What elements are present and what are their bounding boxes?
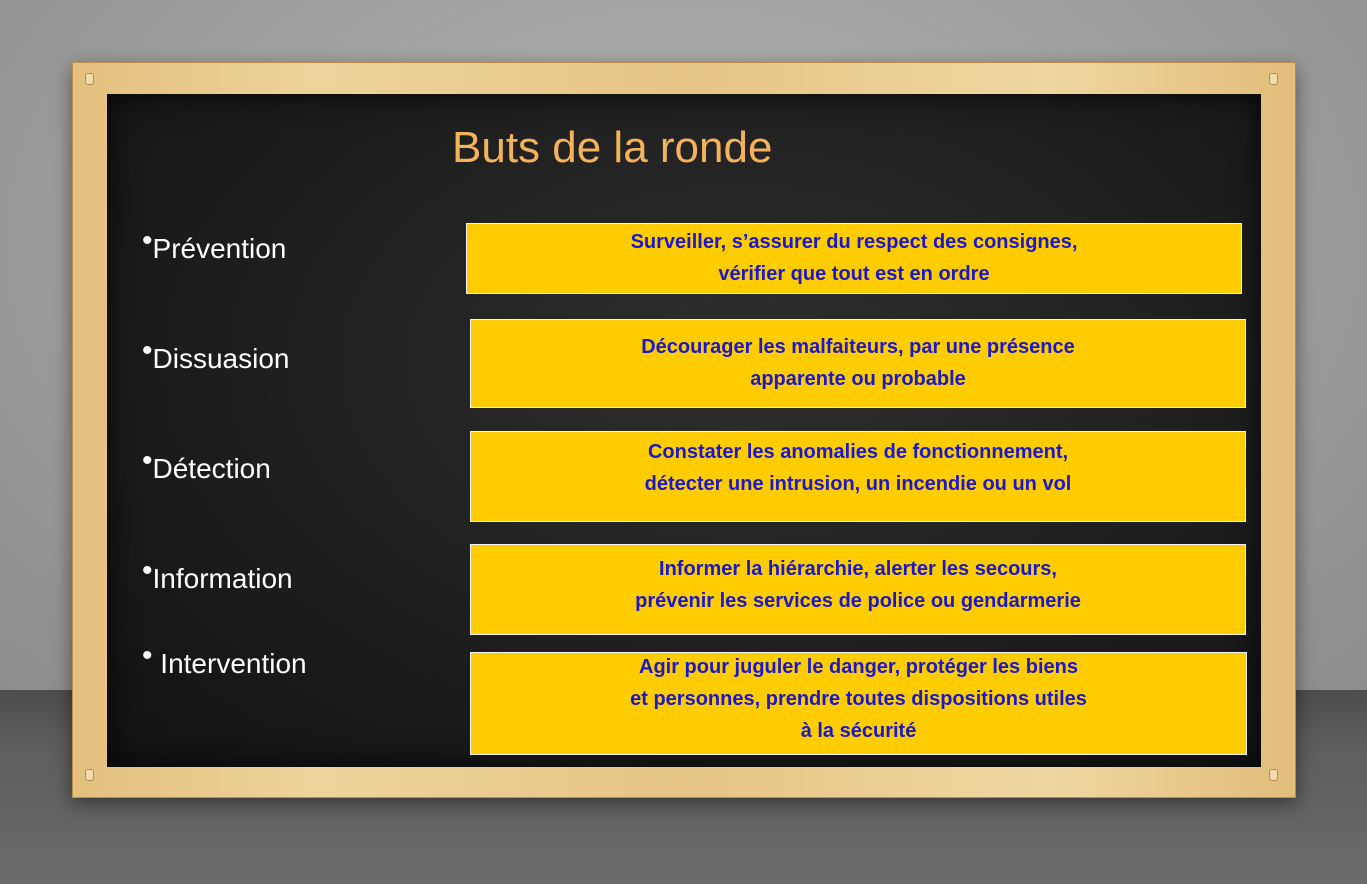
- bullet-detection: [142, 444, 271, 486]
- bullet-label: Prévention: [152, 233, 287, 264]
- bullet-label: Intervention: [152, 648, 307, 679]
- description-text: Informer la hiérarchie, alerter les secours, prévenir les services de police ou gendarmerie: [635, 558, 1081, 612]
- bullet-label: Dissuasion: [152, 343, 290, 374]
- bullet-information: [142, 554, 293, 596]
- description-text: Décourager les malfaiteurs, par une présence apparente ou probable: [641, 336, 1075, 390]
- description-box-dissuasion: [470, 319, 1246, 408]
- description-box-prevention: [466, 223, 1242, 294]
- bullet-label: Information: [152, 563, 293, 594]
- bullet-dissuasion: [142, 334, 290, 376]
- bullet-prevention: [142, 224, 287, 266]
- frame-screw-icon: [85, 769, 94, 781]
- description-text: Constater les anomalies de fonctionnement, détecter une intrusion, un incendie ou un vol: [644, 441, 1072, 495]
- bullet-icon: •: [142, 444, 153, 477]
- bullet-label: Détection: [152, 453, 271, 484]
- frame-screw-icon: [85, 73, 94, 85]
- bullet-intervention: [142, 639, 307, 681]
- slide-title: Buts de la ronde: [452, 123, 773, 172]
- frame-screw-icon: [1269, 73, 1278, 85]
- bullet-icon: •: [142, 334, 153, 367]
- bullet-icon: •: [142, 554, 153, 587]
- description-box-intervention: [470, 652, 1247, 755]
- description-box-information: [470, 544, 1246, 635]
- description-box-detection: [470, 431, 1246, 522]
- bullet-icon: •: [142, 639, 153, 672]
- bullet-icon: •: [142, 224, 153, 257]
- description-text: Agir pour juguler le danger, protéger les biens et personnes, prendre toutes dispositions utiles à la sécurité: [630, 656, 1087, 742]
- frame-screw-icon: [1269, 769, 1278, 781]
- description-text: Surveiller, s’assurer du respect des consignes, vérifier que tout est en ordre: [630, 231, 1078, 285]
